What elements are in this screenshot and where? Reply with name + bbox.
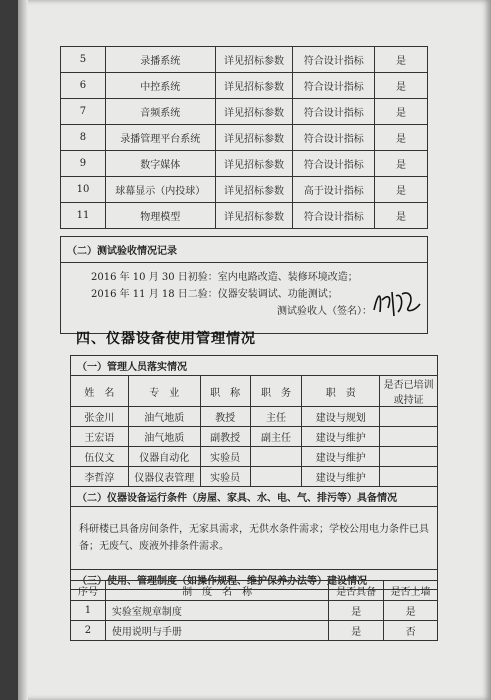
equipment-cell-no: 8: [61, 125, 106, 151]
equipment-cell-name: 音频系统: [105, 99, 215, 125]
equipment-cell-spec: 详见招标参数: [215, 151, 293, 177]
staff-cell: 张金川: [71, 407, 129, 427]
staff-cell: [250, 447, 302, 467]
equipment-cell-name: 物理模型: [105, 203, 215, 229]
conditions-title: （二）仪器设备运行条件（房屋、家具、水、电、气、排污等）具备情况: [71, 487, 438, 507]
equipment-row: [61, 73, 428, 99]
staff-cell: [380, 447, 438, 467]
staff-cell: 主任: [250, 407, 302, 427]
equipment-cell-name: 录播管理平台系统: [105, 125, 215, 151]
staff-cell: 教授: [200, 407, 250, 427]
rules-cell: 1: [71, 601, 106, 621]
section-4-heading: 四、仪器设备使用管理情况: [76, 331, 256, 347]
staff-header-cell: 专 业: [128, 376, 200, 407]
staff-cell: 建设与规划: [302, 407, 380, 427]
staff-cell: 李哲淳: [71, 467, 129, 487]
test-record-line-1: 2016 年 10 月 30 日初验：室内电路改造、装修环境改造；: [91, 272, 358, 283]
equipment-row: [61, 125, 428, 151]
staff-row: [71, 407, 438, 427]
rules-header-cell: 制 度 名 称: [105, 581, 328, 601]
staff-cell: 仪器仪表管理: [128, 467, 200, 487]
equipment-cell-spec: 详见招标参数: [215, 125, 293, 151]
equipment-cell-eval: 符合设计指标: [293, 203, 375, 229]
equipment-cell-ok: 是: [375, 73, 428, 99]
rules-cell: 否: [384, 621, 438, 641]
equipment-cell-name: 球幕显示（内投球）: [105, 177, 215, 203]
staff-cell: 副教授: [200, 427, 250, 447]
staff-row: [71, 427, 438, 447]
rules-table: [70, 580, 438, 641]
staff-cell: 油气地质: [128, 407, 200, 427]
rules-cell: 是: [384, 601, 438, 621]
equipment-cell-ok: 是: [375, 47, 428, 73]
staff-table: [70, 355, 438, 590]
rules-row: [71, 601, 438, 621]
rules-header-cell: 是否具备: [329, 581, 384, 601]
equipment-row: [61, 47, 428, 73]
rules-title: （三）使用、管理制度（如操作规程、维护保养办法等）建设情况: [71, 570, 438, 590]
equipment-cell-spec: 详见招标参数: [215, 73, 293, 99]
staff-header-cell: 职 称: [200, 376, 250, 407]
staff-cell: [380, 427, 438, 447]
equipment-row: [61, 99, 428, 125]
staff-header-cell: 职 责: [302, 376, 380, 407]
equipment-row: [61, 177, 428, 203]
staff-cell: 实验员: [200, 467, 250, 487]
rules-header-cell: 序号: [71, 581, 106, 601]
equipment-cell-eval: 符合设计指标: [293, 99, 375, 125]
rules-cell: 是: [329, 601, 384, 621]
equipment-cell-eval: 符合设计指标: [293, 125, 375, 151]
staff-cell: 副主任: [250, 427, 302, 447]
staff-cell: 建设与维护: [302, 447, 380, 467]
rules-header-cell: 是否上墙: [384, 581, 438, 601]
staff-header-cell: 职 务: [250, 376, 302, 407]
equipment-cell-ok: 是: [375, 125, 428, 151]
test-record-title: （二）测试验收情况记录: [61, 237, 428, 263]
staff-cell: 王宏语: [71, 427, 129, 447]
staff-header-cell: 是否已培训或持证: [380, 376, 438, 407]
equipment-cell-no: 10: [61, 177, 106, 203]
equipment-cell-spec: 详见招标参数: [215, 177, 293, 203]
equipment-table: [60, 46, 428, 229]
rules-cell: 使用说明与手册: [105, 621, 328, 641]
equipment-cell-eval: 符合设计指标: [293, 73, 375, 99]
staff-row: [71, 467, 438, 487]
equipment-cell-spec: 详见招标参数: [215, 47, 293, 73]
equipment-row: [61, 151, 428, 177]
rules-cell: 实验室规章制度: [105, 601, 328, 621]
equipment-cell-no: 9: [61, 151, 106, 177]
staff-title: （一）管理人员落实情况: [71, 356, 438, 376]
staff-cell: [380, 407, 438, 427]
equipment-cell-no: 5: [61, 47, 106, 73]
staff-cell: [250, 467, 302, 487]
staff-cell: 伍仪文: [71, 447, 129, 467]
equipment-cell-ok: 是: [375, 177, 428, 203]
staff-cell: 油气地质: [128, 427, 200, 447]
staff-header-cell: 姓 名: [71, 376, 129, 407]
equipment-cell-spec: 详见招标参数: [215, 203, 293, 229]
rules-row: [71, 621, 438, 641]
equipment-cell-ok: 是: [375, 151, 428, 177]
staff-cell: 实验员: [200, 447, 250, 467]
equipment-cell-spec: 详见招标参数: [215, 99, 293, 125]
rules-cell: 是: [329, 621, 384, 641]
equipment-cell-name: 中控系统: [105, 73, 215, 99]
staff-cell: [380, 467, 438, 487]
test-record-line-2: 2016 年 11 月 18 日二验：仪器安装调试、功能测试；: [91, 289, 338, 300]
test-record-signer: 测试验收人（签名）：: [277, 306, 372, 317]
equipment-cell-eval: 符合设计指标: [293, 47, 375, 73]
equipment-cell-eval: 符合设计指标: [293, 151, 375, 177]
staff-cell: 仪器自动化: [128, 447, 200, 467]
document-page: [18, 0, 491, 700]
equipment-cell-name: 数字媒体: [105, 151, 215, 177]
handwritten-signature: [368, 282, 428, 322]
equipment-cell-eval: 高于设计指标: [293, 177, 375, 203]
staff-cell: 建设与维护: [302, 427, 380, 447]
staff-cell: 建设与维护: [302, 467, 380, 487]
equipment-row: [61, 203, 428, 229]
rules-cell: 2: [71, 621, 106, 641]
equipment-cell-name: 录播系统: [105, 47, 215, 73]
equipment-cell-no: 6: [61, 73, 106, 99]
conditions-text: 科研楼已具备房间条件，无家具需求，无供水条件需求；学校公用电力条件已具备；无废气、废液外排条件需求。: [71, 507, 438, 570]
equipment-cell-ok: 是: [375, 99, 428, 125]
staff-row: [71, 447, 438, 467]
equipment-cell-no: 7: [61, 99, 106, 125]
equipment-cell-no: 11: [61, 203, 106, 229]
equipment-cell-ok: 是: [375, 203, 428, 229]
